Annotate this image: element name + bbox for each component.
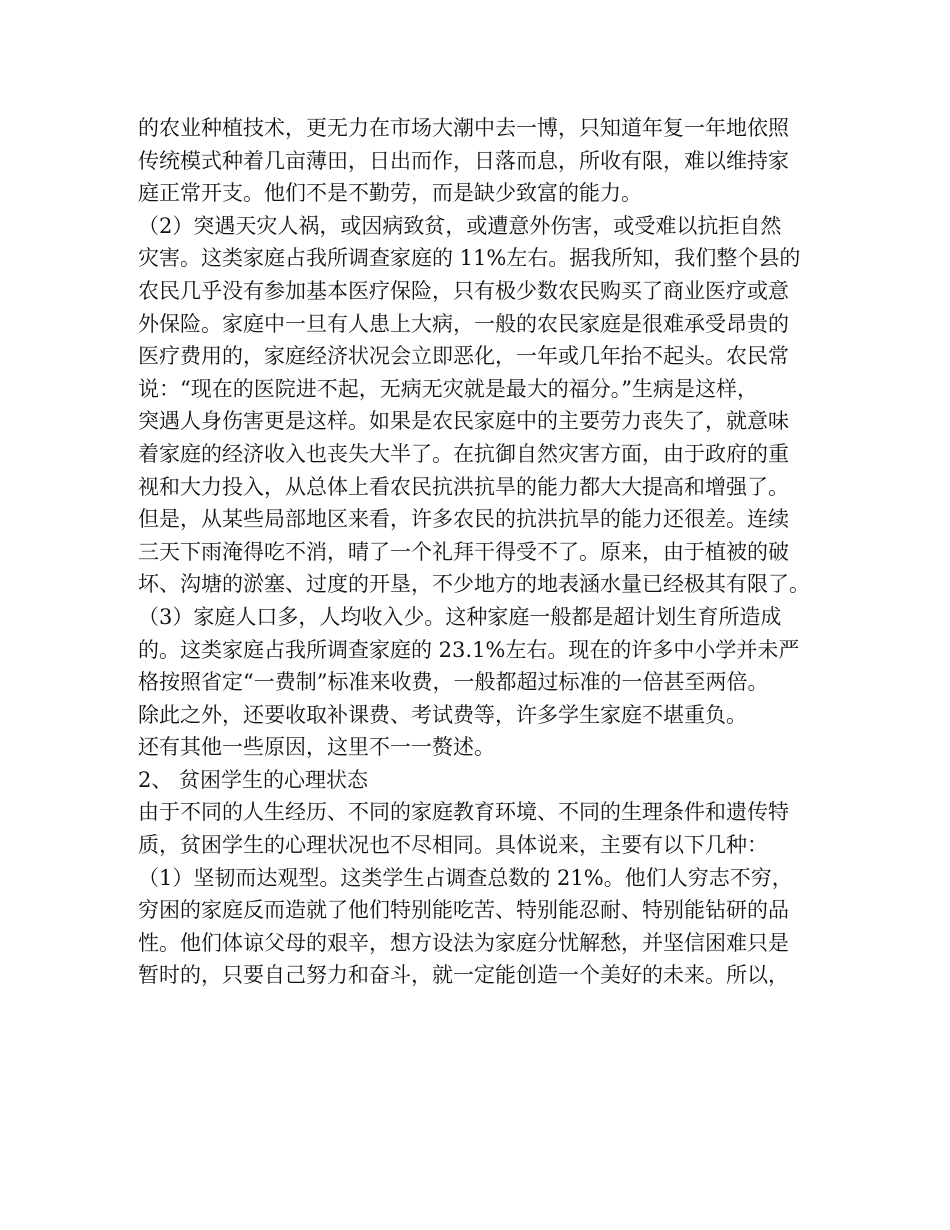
text-line: 灾害。这类家庭占我所调查家庭的 11%左右。据我所知，我们整个县的 [138, 246, 801, 271]
text-line: 外保险。家庭中一旦有人患上大病，一般的农民家庭是很难承受昂贵的 [138, 311, 789, 336]
text-line: 三天下雨淹得吃不消，晴了一个礼拜干得受不了。原来，由于植被的破 [138, 539, 789, 564]
text-line: （3）家庭人口多，人均收入少。这种家庭一般都是超计划生育所造成 [138, 604, 782, 629]
text-line: 庭正常开支。他们不是不勤劳，而是缺少致富的能力。 [138, 181, 642, 206]
text-line: （2）突遇天灾人祸，或因病致贫，或遭意外伤害，或受难以抗拒自然 [138, 213, 782, 238]
text-line: 农民几乎没有参加基本医疗保险，只有极少数农民购买了商业医疗或意 [138, 278, 789, 303]
text-line: 穷困的家庭反而造就了他们特别能吃苦、特别能忍耐、特别能钻研的品 [138, 898, 789, 923]
text-line: 突遇人身伤害更是这样。如果是农民家庭中的主要劳力丧失了，就意味 [138, 409, 789, 434]
text-line: 但是，从某些局部地区来看，许多农民的抗洪抗旱的能力还很差。连续 [138, 507, 789, 532]
text-line: 暂时的，只要自己努力和奋斗，就一定能创造一个美好的未来。所以， [138, 963, 789, 988]
text-line: 着家庭的经济收入也丧失大半了。在抗御自然灾害方面，由于政府的重 [138, 441, 789, 466]
text-line: 传统模式种着几亩薄田，日出而作，日落而息，所收有限，难以维持家 [138, 148, 789, 173]
text-line: 医疗费用的，家庭经济状况会立即恶化，一年或几年抬不起头。农民常 [138, 344, 789, 369]
text-line: （1）坚韧而达观型。这类学生占调查总数的 21%。他们人穷志不穷， [138, 865, 793, 890]
body-text [138, 112, 828, 992]
text-line: 除此之外，还要收取补课费、考试费等，许多学生家庭不堪重负。 [138, 702, 747, 727]
section-heading: 2、 贫困学生的心理状态 [138, 767, 369, 792]
text-line: 说：“现在的医院进不起，无病无灾就是最大的福分。”生病是这样， [138, 376, 758, 401]
text-line: 还有其他一些原因，这里不一一赘述。 [138, 735, 495, 760]
text-line: 的农业种植技术，更无力在市场大潮中去一博，只知道年复一年地依照 [138, 116, 789, 140]
text-line: 质，贫困学生的心理状况也不尽相同。具体说来，主要有以下几种： [138, 833, 768, 858]
text-line: 性。他们体谅父母的艰辛，想方设法为家庭分忧解愁，并坚信困难只是 [138, 930, 789, 955]
text-line: 的。这类家庭占我所调查家庭的 23.1%左右。现在的许多中小学并未严 [138, 637, 800, 662]
text-line: 视和大力投入，从总体上看农民抗洪抗旱的能力都大大提高和增强了。 [138, 474, 789, 499]
text-line: 坏、沟塘的淤塞、过度的开垦，不少地方的地表涵水量已经极其有限了。 [138, 572, 810, 597]
text-line: 由于不同的人生经历、不同的家庭教育环境、不同的生理条件和遗传特 [138, 800, 789, 825]
text-line: 格按照省定“一费制”标准来收费，一般都超过标准的一倍甚至两倍。 [138, 670, 769, 695]
